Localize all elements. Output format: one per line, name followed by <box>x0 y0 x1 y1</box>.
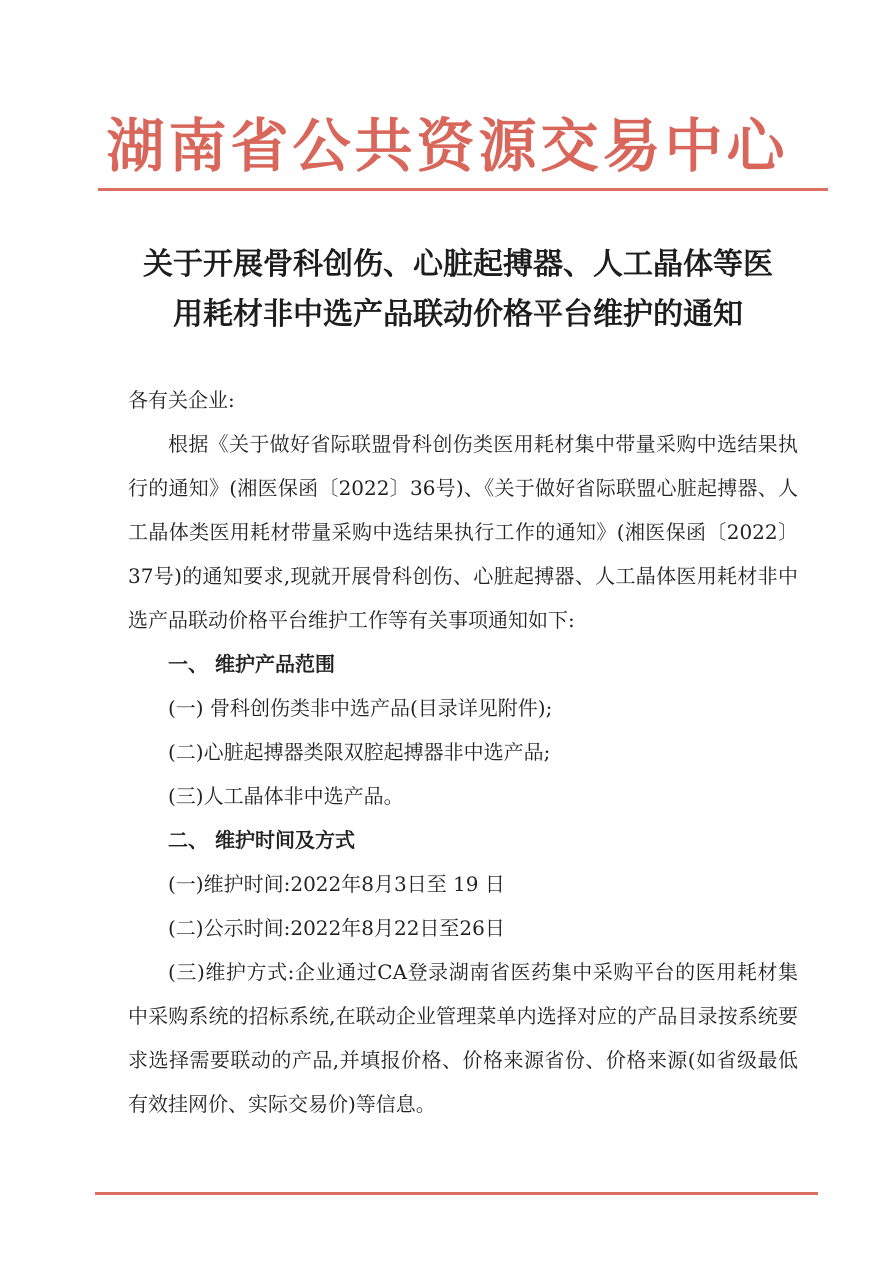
title-line-2: 用耗材非中选产品联动价格平台维护的通知 <box>173 297 743 332</box>
list-item: (二)心脏起搏器类限双腔起搏器非中选产品; <box>168 740 551 764</box>
salutation: 各有关企业: <box>128 388 235 412</box>
document-body <box>128 378 798 1126</box>
title-line-1: 关于开展骨科创伤、心脏起搏器、人工晶体等医 <box>143 247 773 282</box>
list-item: (一) 骨科创伤类非中选产品(目录详见附件); <box>168 696 553 720</box>
method-paragraph: (三)维护方式:企业通过CA登录湖南省医药集中采购平台的医用耗材集中采购系统的招标系统,在联动企业管理菜单内选择对应的产品目录按系统要求选择需要联动的产品,并填报价格、价格来源省份、价格来源(如省级最低有效挂网价、实际交易价)等信息。 <box>128 960 798 1116</box>
letterhead-rule <box>98 188 828 191</box>
section-heading: 一、 维护产品范围 <box>168 652 335 676</box>
list-item: (三)人工晶体非中选产品。 <box>168 784 404 808</box>
intro-paragraph: 根据《关于做好省际联盟骨科创伤类医用耗材集中带量采购中选结果执行的通知》(湘医保函〔2022〕36号)、《关于做好省际联盟心脏起搏器、人工晶体类医用耗材带量采购中选结果执行工作的通知》(湘医保函〔2022〕37号)的通知要求,现就开展骨科创伤、心脏起搏器、人工晶体医用耗材非中选产品联动价格平台维护工作等有关事项通知如下: <box>128 432 798 632</box>
footer-rule <box>95 1192 818 1195</box>
document-title <box>118 240 798 340</box>
list-item: (一)维护时间:2022年8月3日至 19 日 <box>168 872 505 896</box>
list-item: (二)公示时间:2022年8月22日至26日 <box>168 916 505 940</box>
org-letterhead: 湖南省公共资源交易中心 <box>106 112 789 180</box>
section-heading: 二、 维护时间及方式 <box>168 828 355 852</box>
